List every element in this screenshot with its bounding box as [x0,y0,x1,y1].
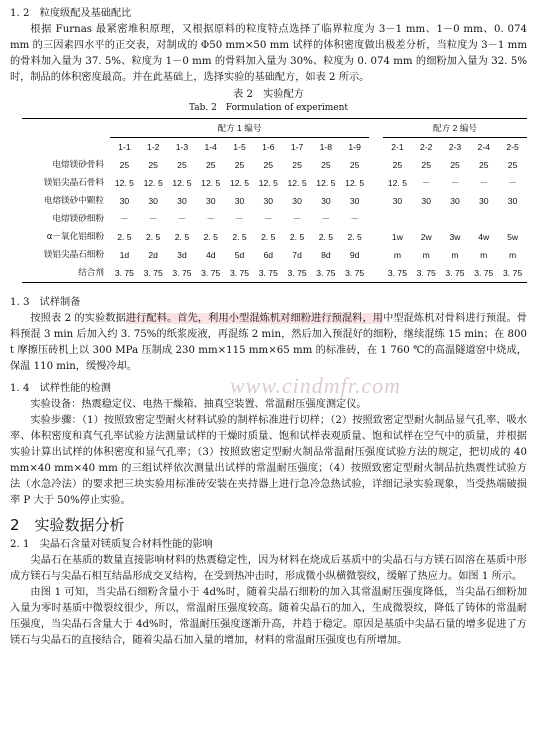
table-column-header-row [22,138,527,157]
table-cell: 12. 5 [114,178,134,188]
table-cell: 2. 5 [174,232,190,242]
table-cell [412,210,441,228]
table-cell: 3. 75 [168,264,197,283]
table-cell: 3. 75 [412,264,441,283]
table-cell: 3. 75 [254,264,283,283]
column-header: 1-9 [348,142,361,152]
column-gap [369,228,383,246]
column-gap [369,138,383,157]
table-cell: 2. 5 [203,232,218,242]
table-row [22,174,527,192]
table-cell: 3. 75 [139,264,168,283]
table-cell: 25 [119,160,130,170]
column-header: 1-5 [233,142,246,152]
watermark: www.cindmfr.com [230,373,402,398]
table-cell: 4d [205,250,216,260]
formulation-table [22,118,527,283]
table-cell: － [508,178,517,188]
sample-prep-text-b: 中型混炼机对骨料进行预混。骨料预混 3 min 后加入约 3. 75%的纸浆废液，再混练 2 min，然后加入预混好的细粉，继续混练 15 min；在 800 t 摩擦压砖机上以 300 MPa 压制成 230 mm×115 mm×65 mm 的标准砖，在 1 760 ℃的高温隧道窑中烧成，保温 110 min，缓慢冷却。 [10,313,527,372]
table-cell: 3. 75 [498,264,527,283]
table-cell: 30 [421,196,431,206]
table-caption-en: Tab. 2 Formulation of experiment [188,103,349,113]
table-header-blank [22,138,110,157]
column-header: 2-5 [506,142,519,152]
table-cell: 25 [507,160,518,170]
table-cell: 3d [177,250,187,260]
table-cell: 30 [177,196,187,206]
row-label: 电熔镁砂细粉 [52,214,104,224]
table-cell: 7d [292,250,302,260]
table-cell: － [148,214,158,224]
table-cell: 25 [478,160,489,170]
table-cell: 5d [234,250,245,260]
table-cell: 25 [148,160,158,170]
column-gap [369,246,383,264]
column-header: 2-3 [448,142,462,152]
table-cell: 2. 5 [261,232,276,242]
sample-prep-text-a: 按照表 2 的实验数据 [30,313,126,324]
table-cell: 30 [205,196,216,206]
table-cell: 2. 5 [318,232,334,242]
table-cell: 8d [321,250,331,260]
paragraph-spinel-effect: 尖晶石在基质的数量直接影响材料的热震稳定性，因为材料在烧成后基质中的尖晶石与方镁石固溶在基质中形成方镁石与尖晶石相互结晶形成交叉结构，在受到热冲击时，形成微小纵横微裂纹，缓解了热应力。如图 1 所示。 [10,555,527,582]
table-cell: m [422,250,430,260]
table-cell: － [120,214,129,224]
table-cell [441,210,470,228]
column-gap [369,210,383,228]
section-heading-2-1: 2. 1 尖晶石含量对镁质复合材料性能的影响 [10,539,213,550]
column-header: 2-2 [419,142,433,152]
table-cell: 30 [321,196,331,206]
table-cell: 30 [392,196,403,206]
sample-prep-highlight: 进行配料。首先，利用小型混炼机对细粉进行预混料，用 [125,313,384,324]
table-cell [383,210,412,228]
table-cell: 30 [478,196,489,206]
table-cell: － [292,214,302,224]
table-cell: 25 [421,160,431,170]
table-cell: 12. 5 [387,178,407,188]
table-group-header-row [22,119,527,138]
table-row [22,246,527,264]
column-header: 1-1 [118,142,131,152]
column-header: 2-4 [477,142,490,152]
column-header: 1-7 [290,142,304,152]
table-cell: 30 [292,196,302,206]
table-cell: － [479,178,489,188]
column-header: 2-1 [391,142,404,152]
table-cell: 2w [420,232,432,242]
section-heading-1-3: 1. 3 试样制备 [10,297,81,308]
table-cell: 30 [234,196,245,206]
table-cell: 3. 75 [340,264,369,283]
section-heading-2: 2 实验数据分析 [10,516,125,534]
table-cell: 25 [205,160,216,170]
column-header: 1-6 [262,142,275,152]
row-label: 镁铝尖晶石细粉 [43,250,104,260]
table-cell [469,210,498,228]
table-cell: 30 [148,196,158,206]
paragraph-particle-grading: 根据 Furnas 最紧密堆积原理，又根据原料的粒度特点选择了临界粒度为 3－1 mm、1－0 mm、0. 074 mm 的三因素四水平的正交表，对制成的 Φ50 mm×50 mm 试样的体积密度做出极差分析，当粒度为 3－1 mm 的骨料加入量为 37. 5%、粒度为 1－0 mm 的骨料加入量为 30%、粒度为 0. 074 mm 的细粉加入量为 32. 5%时，制品的体积密度最高。并在此基础上，选择实验的基础配方，如表 2 所示。 [10,24,527,83]
table-cell: 3. 75 [225,264,254,283]
table-cell [498,210,527,228]
row-label: 电熔镁砂骨料 [52,160,104,170]
table-caption-cn: 表 2 实验配方 [233,89,304,100]
table-cell: 6d [263,250,274,260]
paragraph-sample-prep [10,311,527,375]
row-label: α－氧化铝细粉 [46,232,104,242]
table-cell: 2. 5 [232,232,247,242]
table-cell: 25 [263,160,274,170]
table-cell: 12. 5 [143,178,163,188]
table-cell: 3. 75 [469,264,498,283]
table-cell: － [321,214,331,224]
section-heading-1-4: 1. 4 试样性能的检测 [10,383,111,394]
table-cell: m [480,250,488,260]
table-cell: 12. 5 [287,178,307,188]
table-cell: 25 [292,160,302,170]
table-cell: 3. 75 [383,264,412,283]
table-cell: 3. 75 [196,264,225,283]
table-cell: － [350,214,359,224]
table-cell: 12. 5 [258,178,278,188]
table-cell: 3. 75 [283,264,312,283]
table-cell: 25 [392,160,403,170]
table-cell: 1d [119,250,130,260]
table-cell: 9d [349,250,360,260]
table-row [22,192,527,210]
section-heading-1-2: 1. 2 粒度级配及基础配比 [10,8,132,19]
table-cell: － [450,178,460,188]
table-row [22,228,527,246]
table-cell: 1w [391,232,403,242]
table-cell: － [206,214,216,224]
table-cell: 25 [321,160,331,170]
table-cell: 25 [349,160,360,170]
row-label: 电熔镁砂中颗粒 [43,196,104,206]
table-cell: 25 [450,160,460,170]
table-cell: 2. 5 [347,232,362,242]
group2-label: 配方 2 编号 [383,119,527,138]
paragraph-procedure: 实验步骤：（1）按照致密定型耐火材料试验的制样标准进行切样；（2）按照致密定型耐火制品显气孔率、吸水率、体积密度和真气孔率试验方法测量试样的干燥时质量、饱和试样表观质量、饱和试样在空气中的质量，并根据实验计算出试样的体积密度和显气孔率；（3）按照致密定型耐火制品常温耐压强度试验方法的规定，把切成的 40 mm×40 mm×40 mm 的三组试样依次测量出试样的常温耐压强度；（4）按照致密定型耐火制品抗热震性试验方法（水急冷法）的要求把三块实验用标准砖安装在夹持器上进行急冷急热试验，详细记录实验现象，当受热端破损率 P 大于 50%停止实验。 [10,415,527,506]
column-header: 1-8 [319,142,333,152]
column-gap [369,174,383,192]
table-cell: 3. 75 [311,264,340,283]
table-cell: m [451,250,459,260]
table-cell: 3w [449,232,461,242]
table-cell: － [263,214,273,224]
table-cell: 12. 5 [229,178,250,188]
table-cell: 2. 5 [289,232,305,242]
table-row [22,210,527,228]
column-gap [369,156,383,174]
table-cell: 25 [177,160,187,170]
table-cell: m [393,250,401,260]
table-cell: 12. 5 [172,178,192,188]
table-cell: m [508,250,517,260]
table-cell: 2d [148,250,158,260]
table-cell: 12. 5 [201,178,221,188]
paragraph-equipment: 实验设备：热震稳定仪、电热干燥箱、抽真空装置、常温耐压强度测定仪。 [30,399,367,410]
table-cell: 12. 5 [345,178,365,188]
table-row [22,264,527,283]
column-gap [369,192,383,210]
table-row [22,156,527,174]
table-cell: － [421,178,431,188]
table-cell: － [177,214,187,224]
table-cell: 2. 5 [146,232,161,242]
column-gap [369,264,383,283]
table-cell: 3. 75 [441,264,470,283]
table-cell: 30 [507,196,518,206]
column-header: 1-2 [146,142,160,152]
table-cell: 30 [349,196,360,206]
column-header: 1-4 [204,142,217,152]
row-label: 结合剂 [22,264,110,283]
table-cell: 30 [119,196,130,206]
column-header: 1-3 [175,142,189,152]
table-cell: － [235,214,244,224]
table-cell: 2. 5 [117,232,132,242]
row-label: 镁铝尖晶石骨料 [43,178,104,188]
table-corner-cell [22,119,110,138]
paragraph-figure-analysis: 由图 1 可知，当尖晶石细粉含量小于 4d%时，随着尖晶石细粉的加入其常温耐压强度降低，当尖晶石细粉加入量为零时基质中微裂纹很少，所以，常温耐压强度较高。随着尖晶石的加入，生成微裂纹，降低了铸体的常温耐压强度，当尖晶石含量大于 4d%时，常温耐压强度逐渐升高，并趋于稳定。原因是基质中尖晶石量的增多促进了方镁石与尖晶石的直接结合，随着尖晶石加入量的增加，材料的常温耐压强度也有所增加。 [10,587,527,646]
table-cell: 12. 5 [316,178,336,188]
group1-label: 配方 1 编号 [110,119,369,138]
table-cell: 25 [234,160,245,170]
table-cell: 30 [263,196,274,206]
table-cell: 4w [478,232,490,242]
table-cell: 5w [507,232,519,242]
table-cell: 3. 75 [110,264,139,283]
table-cell: 30 [450,196,460,206]
